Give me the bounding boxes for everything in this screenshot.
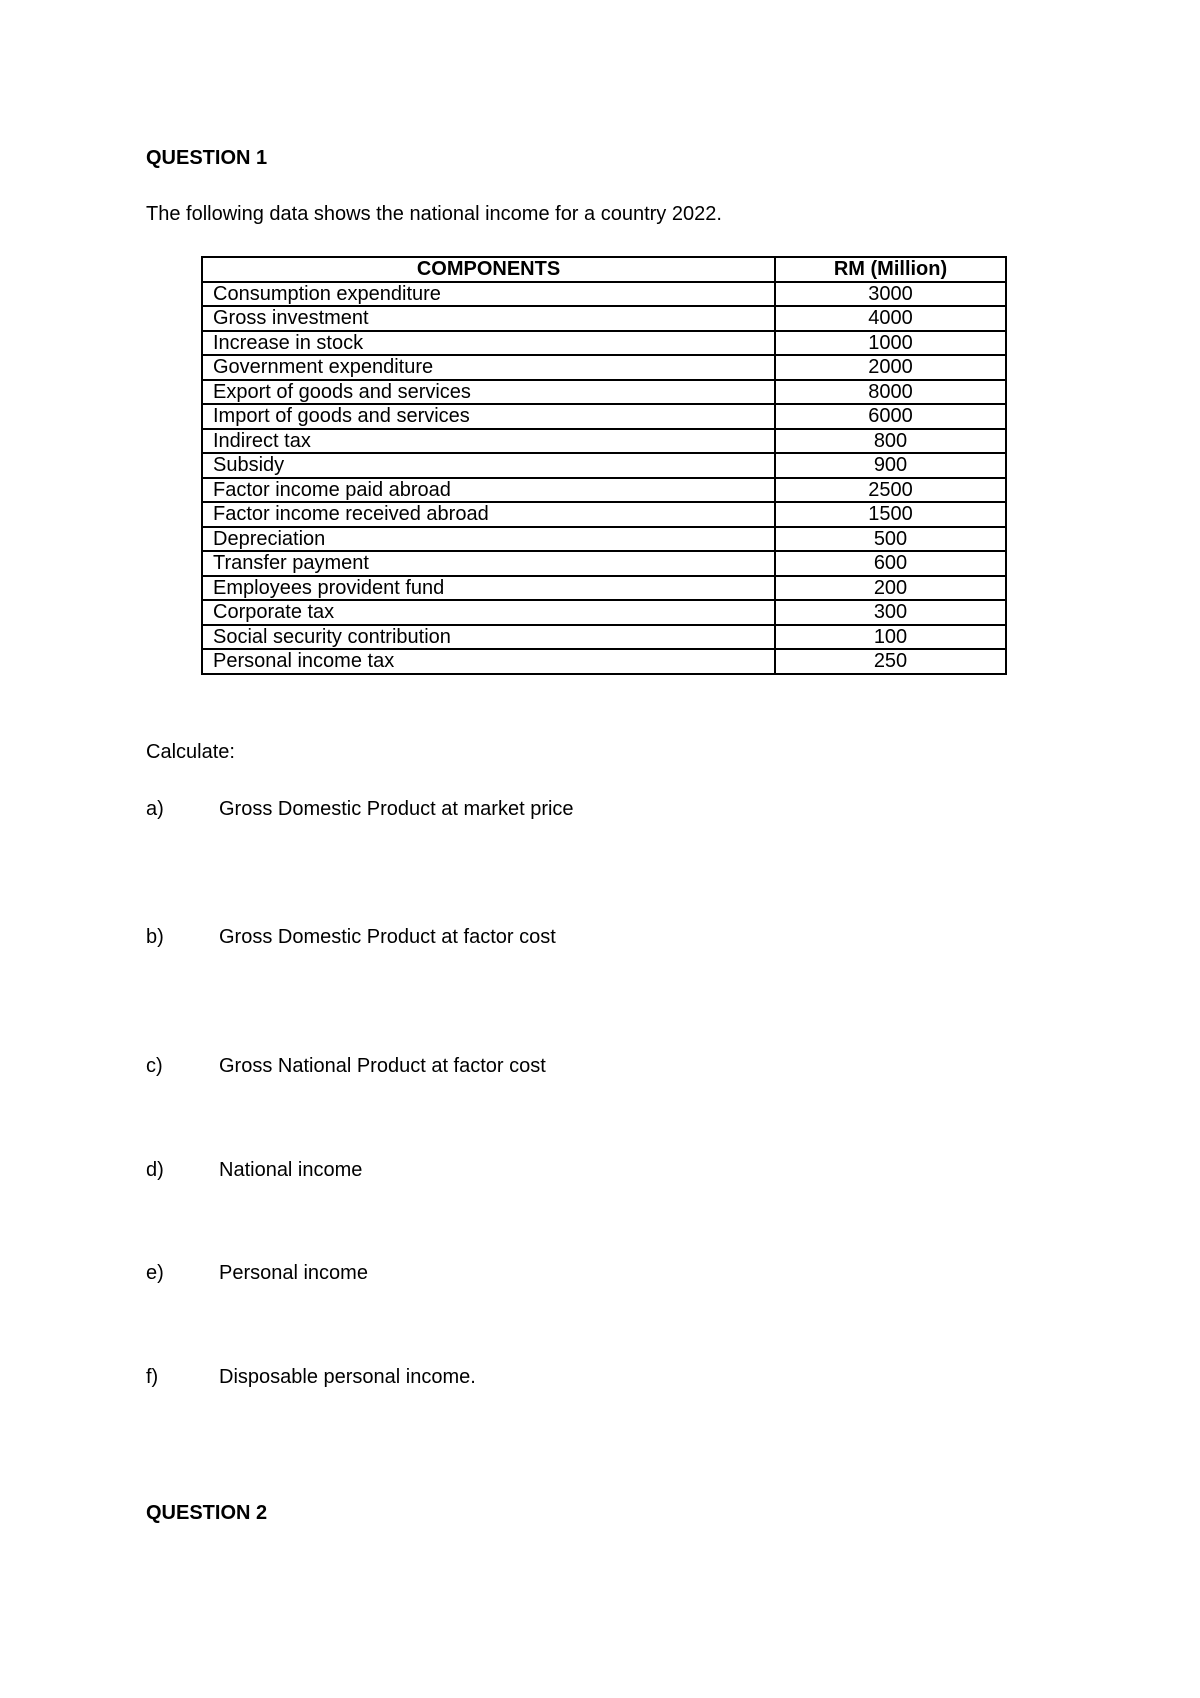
component-cell: Indirect tax (202, 429, 775, 454)
component-cell: Subsidy (202, 453, 775, 478)
value-cell: 2500 (775, 478, 1006, 503)
sub-question-text: Personal income (219, 1262, 368, 1284)
component-cell: Factor income paid abroad (202, 478, 775, 503)
component-cell: Transfer payment (202, 551, 775, 576)
table-header-row (202, 257, 1006, 282)
value-cell: 1000 (775, 331, 1006, 356)
table-row (202, 649, 1006, 674)
component-cell: Factor income received abroad (202, 502, 775, 527)
value-cell: 1500 (775, 502, 1006, 527)
question-1-heading: QUESTION 1 (146, 147, 268, 169)
value-cell: 250 (775, 649, 1006, 674)
sub-question-text: Gross Domestic Product at factor cost (219, 926, 556, 948)
header-rm-million: RM (Million) (775, 257, 1006, 282)
table-row (202, 429, 1006, 454)
component-cell: Import of goods and services (202, 404, 775, 429)
component-cell: Government expenditure (202, 355, 775, 380)
table-row (202, 600, 1006, 625)
sub-question-letter: e) (146, 1262, 164, 1284)
sub-question-a (146, 798, 574, 821)
table-row (202, 502, 1006, 527)
sub-question-text: Gross National Product at factor cost (219, 1055, 546, 1077)
sub-question-letter: b) (146, 926, 164, 948)
table-row (202, 355, 1006, 380)
table-row (202, 331, 1006, 356)
table-row (202, 282, 1006, 307)
sub-question-letter: a) (146, 798, 164, 820)
sub-question-text: Gross Domestic Product at market price (219, 798, 574, 820)
component-cell: Social security contribution (202, 625, 775, 650)
value-cell: 200 (775, 576, 1006, 601)
calculate-label: Calculate: (146, 741, 235, 763)
table-row (202, 453, 1006, 478)
sub-question-letter: f) (146, 1366, 159, 1388)
component-cell: Consumption expenditure (202, 282, 775, 307)
sub-question-d (146, 1159, 362, 1182)
component-cell: Increase in stock (202, 331, 775, 356)
sub-question-b (146, 926, 556, 949)
value-cell: 100 (775, 625, 1006, 650)
sub-question-letter: c) (146, 1055, 163, 1077)
header-components: COMPONENTS (202, 257, 775, 282)
table-row (202, 380, 1006, 405)
value-cell: 600 (775, 551, 1006, 576)
sub-question-text: Disposable personal income. (219, 1366, 476, 1388)
value-cell: 6000 (775, 404, 1006, 429)
component-cell: Export of goods and services (202, 380, 775, 405)
value-cell: 3000 (775, 282, 1006, 307)
table-row (202, 404, 1006, 429)
sub-question-e (146, 1262, 368, 1285)
sub-question-f (146, 1366, 476, 1389)
question-1-intro: The following data shows the national income for a country 2022. (146, 203, 722, 225)
sub-question-letter: d) (146, 1159, 164, 1181)
component-cell: Employees provident fund (202, 576, 775, 601)
component-cell: Depreciation (202, 527, 775, 552)
table-row (202, 306, 1006, 331)
value-cell: 4000 (775, 306, 1006, 331)
table-row (202, 478, 1006, 503)
question-2-heading: QUESTION 2 (146, 1502, 268, 1524)
table-row (202, 527, 1006, 552)
table-row (202, 551, 1006, 576)
table-row (202, 576, 1006, 601)
component-cell: Personal income tax (202, 649, 775, 674)
value-cell: 8000 (775, 380, 1006, 405)
national-income-table (201, 256, 1007, 675)
table-row (202, 625, 1006, 650)
sub-question-c (146, 1055, 546, 1078)
value-cell: 900 (775, 453, 1006, 478)
value-cell: 500 (775, 527, 1006, 552)
value-cell: 300 (775, 600, 1006, 625)
component-cell: Gross investment (202, 306, 775, 331)
value-cell: 800 (775, 429, 1006, 454)
sub-question-text: National income (219, 1159, 363, 1181)
value-cell: 2000 (775, 355, 1006, 380)
component-cell: Corporate tax (202, 600, 775, 625)
